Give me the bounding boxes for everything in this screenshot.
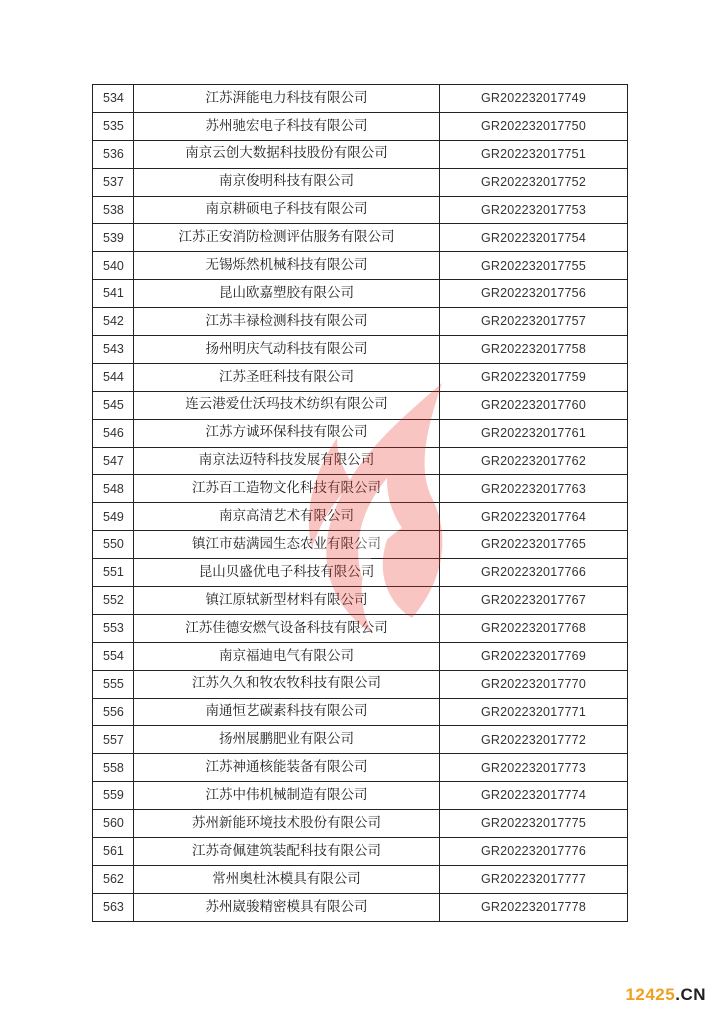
table-row: [93, 642, 628, 670]
table-row: [93, 252, 628, 280]
row-number: 554: [93, 642, 134, 670]
company-name: 江苏中伟机械制造有限公司: [134, 782, 440, 810]
table-row: [93, 726, 628, 754]
company-name: 昆山欧嘉塑胶有限公司: [134, 280, 440, 308]
row-number: 537: [93, 168, 134, 196]
company-name: 南京法迈特科技发展有限公司: [134, 447, 440, 475]
table-row: [93, 810, 628, 838]
table-row: [93, 336, 628, 364]
certificate-code: GR202232017764: [440, 503, 628, 531]
certificate-code: GR202232017773: [440, 754, 628, 782]
row-number: 536: [93, 140, 134, 168]
certificate-code: GR202232017752: [440, 168, 628, 196]
company-name: 江苏神通核能装备有限公司: [134, 754, 440, 782]
table-row: [93, 614, 628, 642]
certificate-code: GR202232017762: [440, 447, 628, 475]
company-name: 南通恒艺碳素科技有限公司: [134, 698, 440, 726]
certificate-code: GR202232017761: [440, 419, 628, 447]
company-name: 南京耕硕电子科技有限公司: [134, 196, 440, 224]
company-name: 南京高清艺术有限公司: [134, 503, 440, 531]
company-name: 江苏丰禄检测科技有限公司: [134, 308, 440, 336]
table-row: [93, 559, 628, 587]
row-number: 550: [93, 531, 134, 559]
company-name: 江苏圣旺科技有限公司: [134, 363, 440, 391]
certificate-code: GR202232017754: [440, 224, 628, 252]
row-number: 543: [93, 336, 134, 364]
row-number: 542: [93, 308, 134, 336]
row-number: 545: [93, 391, 134, 419]
company-name: 苏州崴骏精密模具有限公司: [134, 893, 440, 921]
table-row: [93, 447, 628, 475]
table-row: [93, 754, 628, 782]
row-number: 539: [93, 224, 134, 252]
table-row: [93, 391, 628, 419]
row-number: 551: [93, 559, 134, 587]
row-number: 557: [93, 726, 134, 754]
row-number: 555: [93, 670, 134, 698]
certificate-code: GR202232017760: [440, 391, 628, 419]
certificate-code: GR202232017770: [440, 670, 628, 698]
logo-main: 12425: [625, 985, 676, 1004]
company-table: [92, 84, 628, 922]
certificate-code: GR202232017768: [440, 614, 628, 642]
company-name: 苏州新能环境技术股份有限公司: [134, 810, 440, 838]
certificate-code: GR202232017771: [440, 698, 628, 726]
row-number: 552: [93, 587, 134, 615]
certificate-code: GR202232017759: [440, 363, 628, 391]
certificate-code: GR202232017772: [440, 726, 628, 754]
company-name: 南京福迪电气有限公司: [134, 642, 440, 670]
certificate-code: GR202232017778: [440, 893, 628, 921]
certificate-code: GR202232017758: [440, 336, 628, 364]
certificate-code: GR202232017767: [440, 587, 628, 615]
table-row: [93, 531, 628, 559]
table-row: [93, 308, 628, 336]
table-row: [93, 419, 628, 447]
row-number: 544: [93, 363, 134, 391]
table-row: [93, 698, 628, 726]
table-row: [93, 140, 628, 168]
company-name: 扬州展鹏肥业有限公司: [134, 726, 440, 754]
row-number: 553: [93, 614, 134, 642]
row-number: 559: [93, 782, 134, 810]
row-number: 540: [93, 252, 134, 280]
company-name: 无锡烁然机械科技有限公司: [134, 252, 440, 280]
row-number: 535: [93, 112, 134, 140]
certificate-code: GR202232017774: [440, 782, 628, 810]
row-number: 546: [93, 419, 134, 447]
company-name: 南京云创大数据科技股份有限公司: [134, 140, 440, 168]
table-row: [93, 363, 628, 391]
table-row: [93, 280, 628, 308]
certificate-code: GR202232017757: [440, 308, 628, 336]
certificate-code: GR202232017749: [440, 85, 628, 113]
company-name: 扬州明庆气动科技有限公司: [134, 336, 440, 364]
table-row: [93, 865, 628, 893]
row-number: 561: [93, 838, 134, 866]
row-number: 534: [93, 85, 134, 113]
company-name: 江苏湃能电力科技有限公司: [134, 85, 440, 113]
table-row: [93, 475, 628, 503]
company-name: 昆山贝盛优电子科技有限公司: [134, 559, 440, 587]
company-name: 连云港爱仕沃玛技术纺织有限公司: [134, 391, 440, 419]
certificate-code: GR202232017765: [440, 531, 628, 559]
certificate-code: GR202232017756: [440, 280, 628, 308]
company-name: 常州奥杜沐模具有限公司: [134, 865, 440, 893]
row-number: 562: [93, 865, 134, 893]
company-name: 镇江市菇满园生态农业有限公司: [134, 531, 440, 559]
company-name: 江苏方诚环保科技有限公司: [134, 419, 440, 447]
company-name: 苏州驰宏电子科技有限公司: [134, 112, 440, 140]
row-number: 558: [93, 754, 134, 782]
company-name: 江苏百工造物文化科技有限公司: [134, 475, 440, 503]
certificate-code: GR202232017751: [440, 140, 628, 168]
site-logo: [625, 985, 706, 1005]
row-number: 563: [93, 893, 134, 921]
certificate-code: GR202232017776: [440, 838, 628, 866]
table-row: [93, 893, 628, 921]
table-row: [93, 85, 628, 113]
company-name: 江苏奇佩建筑装配科技有限公司: [134, 838, 440, 866]
company-name: 江苏正安消防检测评估服务有限公司: [134, 224, 440, 252]
certificate-code: GR202232017763: [440, 475, 628, 503]
table-row: [93, 112, 628, 140]
company-name: 镇江原轼新型材料有限公司: [134, 587, 440, 615]
table-row: [93, 224, 628, 252]
row-number: 548: [93, 475, 134, 503]
table-row: [93, 838, 628, 866]
certificate-code: GR202232017753: [440, 196, 628, 224]
certificate-code: GR202232017769: [440, 642, 628, 670]
row-number: 556: [93, 698, 134, 726]
certificate-code: GR202232017750: [440, 112, 628, 140]
table-row: [93, 168, 628, 196]
row-number: 541: [93, 280, 134, 308]
company-name: 江苏佳德安燃气设备科技有限公司: [134, 614, 440, 642]
company-name: 南京俊明科技有限公司: [134, 168, 440, 196]
table-row: [93, 587, 628, 615]
logo-tld: .CN: [675, 985, 706, 1004]
company-name: 江苏久久和牧农牧科技有限公司: [134, 670, 440, 698]
row-number: 549: [93, 503, 134, 531]
table-row: [93, 503, 628, 531]
row-number: 560: [93, 810, 134, 838]
certificate-code: GR202232017766: [440, 559, 628, 587]
certificate-code: GR202232017755: [440, 252, 628, 280]
table-row: [93, 670, 628, 698]
certificate-code: GR202232017777: [440, 865, 628, 893]
table-row: [93, 196, 628, 224]
certificate-code: GR202232017775: [440, 810, 628, 838]
table-row: [93, 782, 628, 810]
row-number: 547: [93, 447, 134, 475]
table-body: [93, 85, 628, 922]
row-number: 538: [93, 196, 134, 224]
